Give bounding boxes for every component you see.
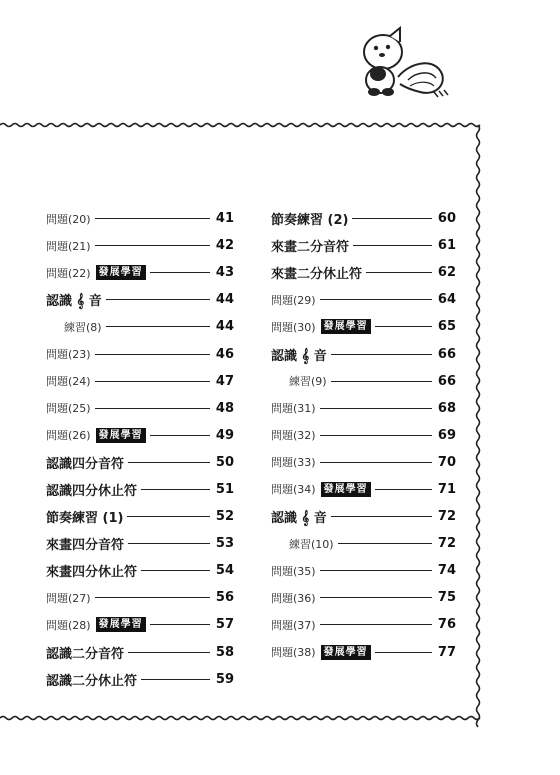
toc-leader-line	[320, 597, 432, 598]
toc-entry-title: 來畫二分休止符	[271, 267, 363, 283]
toc-entry-title: 節奏練習 (2)	[271, 213, 349, 229]
toc-page-number: 75	[437, 590, 456, 606]
toc-leader-line	[95, 381, 210, 382]
development-learning-badge: 發展學習	[321, 482, 371, 497]
toc-entry-title: 認識 𝄞 音	[271, 348, 327, 364]
toc-page-number: 62	[437, 265, 456, 281]
toc-page-number: 61	[437, 238, 456, 254]
toc-entry-title: 問題(31)	[271, 402, 316, 416]
toc-entry-title: 問題(33)	[271, 456, 316, 470]
toc-leader-line	[127, 516, 210, 517]
toc-entry	[271, 313, 456, 340]
toc-page-number: 76	[437, 617, 456, 633]
toc-column-right	[271, 205, 456, 666]
toc-leader-line	[320, 408, 432, 409]
toc-entry	[271, 422, 456, 449]
toc-page-number: 48	[215, 400, 234, 416]
toc-entry-title: 問題(38)	[271, 646, 316, 660]
toc-page-number: 47	[215, 373, 234, 389]
toc-leader-line	[128, 652, 210, 653]
wavy-border-bottom	[0, 717, 480, 720]
toc-entry-title: 來畫四分休止符	[46, 565, 138, 581]
toc-entry-title: 問題(22)	[46, 266, 91, 280]
toc-entry-title: 問題(27)	[46, 591, 91, 605]
toc-leader-line	[320, 435, 432, 436]
toc-page-number: 51	[215, 481, 234, 497]
toc-entry	[271, 639, 456, 666]
wavy-border-right	[477, 125, 480, 727]
toc-entry-title: 認識四分休止符	[46, 483, 138, 499]
toc-page-number: 74	[437, 563, 456, 579]
toc-entry-title: 認識 𝄞 音	[46, 294, 102, 310]
toc-page-number: 57	[215, 617, 234, 633]
toc-entry-title: 來畫四分音符	[46, 538, 125, 554]
toc-entry	[46, 205, 234, 232]
toc-page-number: 52	[215, 509, 234, 525]
toc-leader-line	[150, 435, 210, 436]
toc-page-number: 69	[437, 427, 456, 443]
toc-leader-line	[128, 462, 210, 463]
toc-entry-title: 問題(21)	[46, 239, 91, 253]
toc-leader-line	[95, 597, 210, 598]
toc-entry	[46, 584, 234, 611]
toc-page-number: 44	[215, 292, 234, 308]
toc-page-number: 59	[215, 671, 234, 687]
toc-leader-line	[95, 354, 210, 355]
toc-page-number: 41	[215, 211, 234, 227]
toc-leader-line	[106, 299, 210, 300]
toc-page-number: 65	[437, 319, 456, 335]
toc-entry	[46, 395, 234, 422]
toc-entry	[46, 313, 234, 340]
toc-entry	[271, 286, 456, 313]
toc-leader-line	[141, 489, 210, 490]
toc-page-number: 49	[215, 427, 234, 443]
toc-entry	[271, 395, 456, 422]
toc-page-number: 64	[437, 292, 456, 308]
toc-page-number: 70	[437, 454, 456, 470]
toc-entry	[46, 368, 234, 395]
development-learning-badge: 發展學習	[321, 645, 371, 660]
toc-entry	[271, 340, 456, 367]
toc-entry-title: 練習(8)	[64, 320, 102, 334]
toc-leader-line	[375, 326, 432, 327]
toc-leader-line	[331, 516, 432, 517]
toc-leader-line	[352, 218, 432, 219]
toc-page-number: 60	[437, 211, 456, 227]
development-learning-badge: 發展學習	[96, 265, 146, 280]
toc-entry-title: 問題(32)	[271, 429, 316, 443]
toc-entry-title: 節奏練習 (1)	[46, 511, 124, 527]
toc-entry-title: 問題(25)	[46, 402, 91, 416]
toc-entry	[271, 584, 456, 611]
toc-entry	[271, 530, 456, 557]
toc-leader-line	[331, 381, 432, 382]
toc-leader-line	[141, 570, 210, 571]
toc-leader-line	[128, 543, 210, 544]
toc-entry-title: 認識二分休止符	[46, 673, 138, 689]
toc-entry	[46, 530, 234, 557]
toc-entry	[271, 503, 456, 530]
toc-leader-line	[95, 245, 210, 246]
toc-entry-title: 問題(29)	[271, 293, 316, 307]
toc-entry-title: 問題(24)	[46, 375, 91, 389]
toc-entry-title: 問題(36)	[271, 591, 316, 605]
toc-page-number: 43	[215, 265, 234, 281]
toc-leader-line	[353, 245, 432, 246]
toc-entry	[46, 611, 234, 638]
development-learning-badge: 發展學習	[321, 319, 371, 334]
toc-page-number: 58	[215, 644, 234, 660]
toc-entry	[271, 259, 456, 286]
toc-page-number: 54	[215, 563, 234, 579]
toc-page-number: 71	[437, 481, 456, 497]
toc-page-number: 72	[437, 536, 456, 552]
toc-leader-line	[320, 570, 432, 571]
toc-leader-line	[366, 272, 432, 273]
toc-entry-title: 問題(26)	[46, 429, 91, 443]
toc-page-number: 44	[215, 319, 234, 335]
toc-entry	[271, 557, 456, 584]
toc-entry-title: 問題(34)	[271, 483, 316, 497]
toc-entry-title: 練習(10)	[289, 537, 334, 551]
toc-leader-line	[320, 624, 432, 625]
toc-page-number: 46	[215, 346, 234, 362]
wavy-border-top	[0, 124, 480, 127]
toc-page-number: 66	[437, 373, 456, 389]
development-learning-badge: 發展學習	[96, 428, 146, 443]
toc-leader-line	[95, 218, 210, 219]
toc-leader-line	[338, 543, 432, 544]
toc-entry-title: 問題(37)	[271, 618, 316, 632]
toc-leader-line	[150, 272, 210, 273]
toc-entry	[46, 666, 234, 693]
toc-page-number: 68	[437, 400, 456, 416]
toc-entry	[46, 422, 234, 449]
toc-entry	[46, 340, 234, 367]
toc-page-number: 42	[215, 238, 234, 254]
toc-leader-line	[150, 624, 210, 625]
toc-entry-title: 認識 𝄞 音	[271, 511, 327, 527]
toc-leader-line	[375, 652, 432, 653]
toc-entry	[46, 639, 234, 666]
toc-entry	[46, 557, 234, 584]
toc-leader-line	[106, 326, 210, 327]
toc-entry-title: 問題(30)	[271, 320, 316, 334]
toc-entry	[271, 368, 456, 395]
toc-column-left	[46, 205, 234, 693]
toc-entry-title: 問題(28)	[46, 618, 91, 632]
toc-entry	[271, 611, 456, 638]
toc-entry	[46, 449, 234, 476]
toc-entry	[46, 476, 234, 503]
toc-entry-title: 問題(23)	[46, 348, 91, 362]
toc-entry	[271, 232, 456, 259]
toc-entry-title: 來畫二分音符	[271, 240, 350, 256]
toc-leader-line	[95, 408, 210, 409]
toc-entry	[271, 205, 456, 232]
squirrel-icon	[350, 22, 450, 102]
toc-leader-line	[375, 489, 432, 490]
toc-entry-title: 認識四分音符	[46, 456, 125, 472]
toc-page-number: 53	[215, 536, 234, 552]
toc-entry	[46, 286, 234, 313]
toc-entry	[46, 503, 234, 530]
toc-leader-line	[320, 299, 432, 300]
toc-entry	[271, 476, 456, 503]
toc-entry	[271, 449, 456, 476]
toc-page-number: 56	[215, 590, 234, 606]
toc-entry-title: 問題(35)	[271, 564, 316, 578]
toc-page-number: 77	[437, 644, 456, 660]
toc-entry	[46, 232, 234, 259]
toc-entry-title: 練習(9)	[289, 375, 327, 389]
development-learning-badge: 發展學習	[96, 617, 146, 632]
toc-entry-title: 認識二分音符	[46, 646, 125, 662]
toc-entry-title: 問題(20)	[46, 212, 91, 226]
toc-entry	[46, 259, 234, 286]
toc-page-number: 72	[437, 509, 456, 525]
toc-page-number: 66	[437, 346, 456, 362]
toc-leader-line	[320, 462, 432, 463]
toc-page-number: 50	[215, 454, 234, 470]
toc-leader-line	[141, 679, 210, 680]
toc-leader-line	[331, 354, 432, 355]
